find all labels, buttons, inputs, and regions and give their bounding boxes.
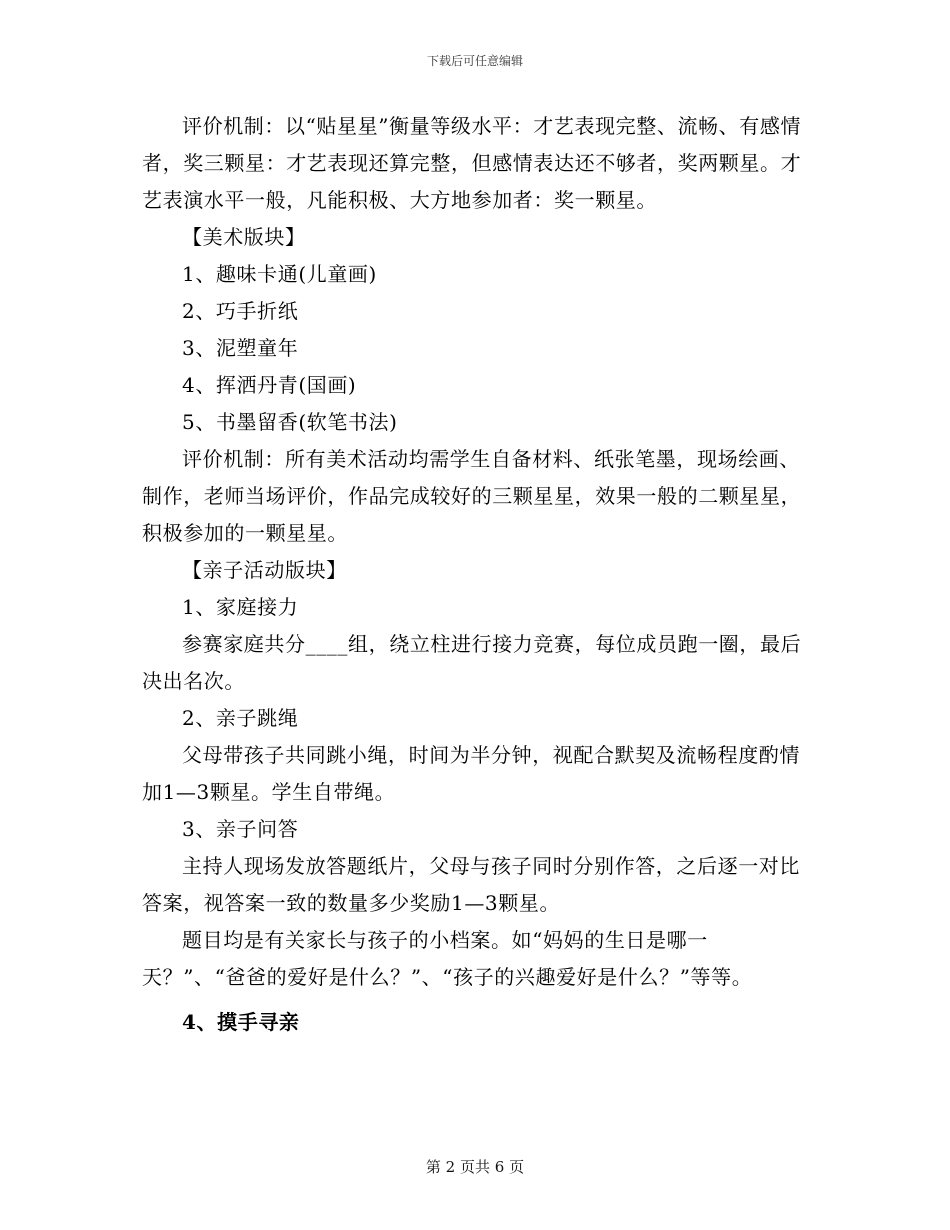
- page-header: 下载后可任意编辑: [426, 54, 523, 68]
- document-body: [142, 108, 802, 1041]
- list-item-art-2: 2、巧手折纸: [182, 299, 299, 323]
- page-footer: 第 2 页共 6 页: [425, 1158, 525, 1176]
- section-heading-parent-child: 【亲子活动版块】: [182, 558, 347, 582]
- list-item-art-3: 3、泥塑童年: [182, 336, 299, 360]
- list-item-parent-child-4: 4、摸手寻亲: [182, 1010, 300, 1034]
- list-item-art-1: 1、趣味卡通(儿童画): [182, 262, 377, 286]
- list-item-art-4: 4、挥洒丹青(国画): [182, 373, 357, 397]
- evaluation-paragraph-art: 评价机制：所有美术活动均需学生自备材料、纸张笔墨，现场绘画、制作，老师当场评价，作品完成较好的三颗星星，效果一般的二颗星星，积极参加的一颗星星。: [142, 447, 802, 545]
- list-item-parent-child-2: 2、亲子跳绳: [182, 706, 299, 730]
- list-item-parent-child-1: 1、家庭接力: [182, 595, 299, 619]
- description-jump-rope: 父母带孩子共同跳小绳，时间为半分钟，视配合默契及流畅程度酌情加1—3颗星。学生自带绳。: [142, 743, 800, 804]
- description-family-relay: 参赛家庭共分____组，绕立柱进行接力竞赛，每位成员跑一圈，最后决出名次。: [142, 632, 802, 693]
- evaluation-paragraph-performance: 评价机制：以“贴星星”衡量等级水平：才艺表现完整、流畅、有感情者，奖三颗星：才艺表现还算完整，但感情表达还不够者，奖两颗星。才艺表演水平一般，凡能积极、大方地参加者：奖一颗星。: [142, 114, 802, 212]
- list-item-parent-child-3: 3、亲子问答: [182, 817, 299, 841]
- description-quiz-examples: 题目均是有关家长与孩子的小档案。如“妈妈的生日是哪一天？”、“爸爸的爱好是什么？”、“孩子的兴趣爱好是什么？”等等。: [142, 928, 753, 989]
- description-quiz: 主持人现场发放答题纸片，父母与孩子同时分别作答，之后逐一对比答案，视答案一致的数量多少奖励1—3颗星。: [142, 854, 800, 915]
- list-item-art-5: 5、书墨留香(软笔书法): [182, 410, 398, 434]
- section-heading-art: 【美术版块】: [182, 225, 306, 249]
- spacer: [142, 996, 802, 1004]
